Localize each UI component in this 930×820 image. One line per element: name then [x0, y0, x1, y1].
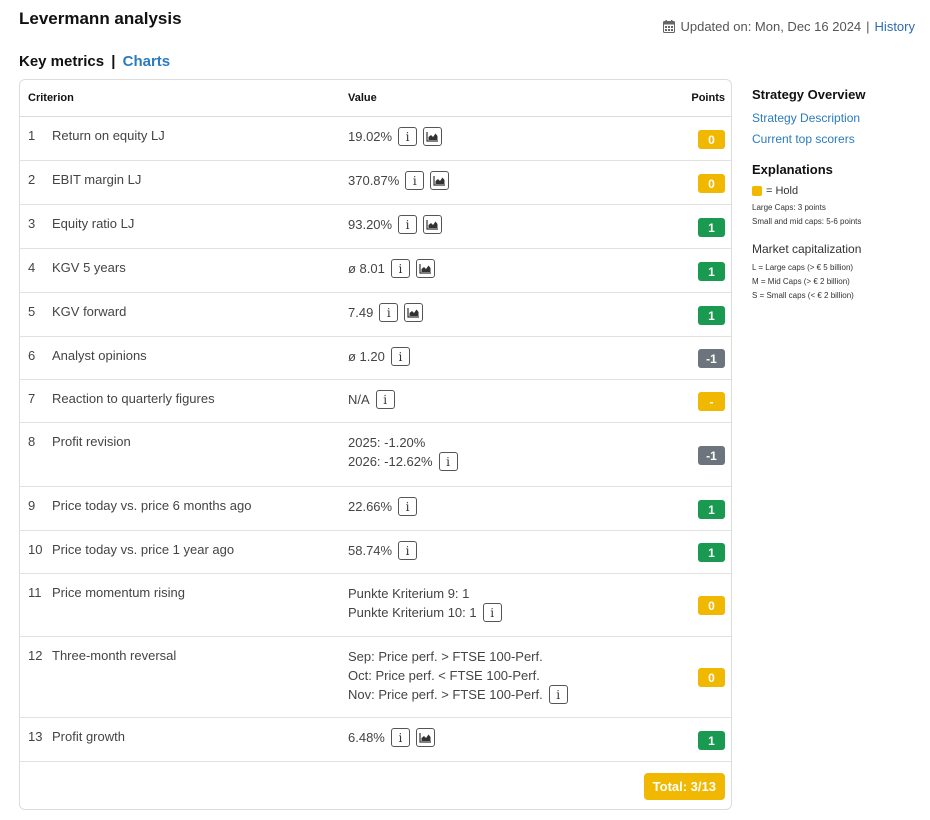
- value-text: 2026: -12.62%: [348, 454, 433, 469]
- table-row: [20, 718, 731, 762]
- value-text: Sep: Price perf. > FTSE 100-Perf.: [348, 649, 543, 664]
- page-title: Levermann analysis: [19, 9, 182, 28]
- value-text: 22.66%: [348, 499, 393, 514]
- criterion-label: Analyst opinions: [52, 348, 147, 363]
- criterion-number: 10: [28, 542, 43, 557]
- area-chart-icon[interactable]: [430, 171, 449, 190]
- criterion-number: 7: [28, 391, 36, 406]
- points-badge: -1: [698, 446, 725, 465]
- value-line: [348, 259, 435, 278]
- table-row: [20, 205, 731, 249]
- criterion-number: 6: [28, 348, 36, 363]
- criterion-number: 12: [28, 648, 43, 663]
- current-top-scorers-link[interactable]: Current top scorers: [752, 132, 855, 146]
- points-badge: 1: [698, 731, 725, 750]
- info-icon[interactable]: i: [405, 171, 424, 190]
- info-icon[interactable]: i: [398, 127, 417, 146]
- table-row: [20, 487, 731, 531]
- value-line: [348, 541, 417, 560]
- value-text: 93.20%: [348, 217, 393, 232]
- points-badge: 0: [698, 596, 725, 615]
- criterion-label: EBIT margin LJ: [52, 172, 142, 187]
- table-row: [20, 637, 731, 718]
- table-row: [20, 337, 731, 380]
- area-chart-icon[interactable]: [416, 259, 435, 278]
- value-line: [348, 433, 458, 452]
- criterion-label: Three-month reversal: [52, 648, 177, 663]
- value-cell: [348, 347, 410, 366]
- value-text: 370.87%: [348, 173, 400, 188]
- points-badge: 0: [698, 130, 725, 149]
- value-text: 19.02%: [348, 129, 393, 144]
- criterion-number: 13: [28, 729, 43, 744]
- value-text: Punkte Kriterium 10: 1: [348, 605, 477, 620]
- value-text: 58.74%: [348, 543, 393, 558]
- criterion-number: 8: [28, 434, 36, 449]
- table-row: [20, 161, 731, 205]
- sidebar: [752, 87, 922, 303]
- value-text: Punkte Kriterium 9: 1: [348, 586, 470, 601]
- value-line: [348, 728, 435, 747]
- calendar-icon: [663, 20, 675, 33]
- value-line: [348, 497, 417, 516]
- value-line: [348, 452, 458, 471]
- area-chart-icon[interactable]: [423, 215, 442, 234]
- value-line: [348, 584, 502, 603]
- area-chart-icon[interactable]: [404, 303, 423, 322]
- criterion-label: Equity ratio LJ: [52, 216, 135, 231]
- points-badge: 1: [698, 218, 725, 237]
- criterion-number: 11: [28, 585, 42, 600]
- explanations-title: Explanations: [752, 162, 833, 177]
- area-chart-icon[interactable]: [416, 728, 435, 747]
- column-points: Points: [691, 92, 725, 104]
- value-line: [348, 647, 568, 666]
- caps-note-small-mid: Small and mid caps: 5-6 points: [752, 217, 862, 226]
- value-line: [348, 303, 423, 322]
- updated-info: [663, 19, 915, 34]
- value-text: 6.48%: [348, 730, 385, 745]
- points-badge: 1: [698, 262, 725, 281]
- value-text: 2025: -1.20%: [348, 435, 426, 450]
- value-cell: [348, 215, 442, 234]
- criterion-label: KGV 5 years: [52, 260, 126, 275]
- info-icon[interactable]: i: [398, 541, 417, 560]
- value-line: [348, 685, 568, 704]
- total-badge: Total: 3/13: [644, 773, 725, 800]
- history-link[interactable]: History: [874, 19, 915, 34]
- table-row: [20, 531, 731, 574]
- points-badge: 0: [698, 668, 725, 687]
- value-text: N/A: [348, 392, 370, 407]
- strategy-description-link[interactable]: Strategy Description: [752, 111, 861, 125]
- value-cell: [348, 303, 423, 322]
- points-badge: 1: [698, 543, 725, 562]
- criterion-label: KGV forward: [52, 304, 127, 319]
- caps-note-large: Large Caps: 3 points: [752, 203, 826, 212]
- table-row: [20, 249, 731, 293]
- strategy-overview-title: Strategy Overview: [752, 87, 866, 102]
- column-value: Value: [348, 92, 377, 104]
- hold-color-swatch: [752, 186, 762, 196]
- value-text: ø 1.20: [348, 349, 385, 364]
- criterion-number: 3: [28, 216, 36, 231]
- info-icon[interactable]: i: [483, 603, 502, 622]
- value-text: 7.49: [348, 305, 374, 320]
- market-cap-mid: M = Mid Caps (> € 2 billion): [752, 277, 850, 286]
- area-chart-icon[interactable]: [423, 127, 442, 146]
- value-cell: [348, 728, 435, 747]
- points-badge: 1: [698, 500, 725, 519]
- market-cap-title: Market capitalization: [752, 242, 862, 256]
- points-badge: 1: [698, 306, 725, 325]
- value-cell: [348, 259, 435, 278]
- value-cell: [348, 433, 458, 471]
- criterion-label: Price momentum rising: [52, 585, 185, 600]
- value-line: [348, 127, 442, 146]
- column-criterion: Criterion: [28, 92, 74, 104]
- value-cell: [348, 390, 395, 409]
- points-badge: -1: [698, 349, 725, 368]
- table-header: [20, 80, 731, 117]
- updated-text: Updated on: Mon, Dec 16 2024: [680, 19, 862, 34]
- points-badge: -: [698, 392, 725, 411]
- tab-separator: |: [111, 53, 116, 70]
- table-row: [20, 423, 731, 487]
- criterion-label: Profit growth: [52, 729, 125, 744]
- market-cap-large: L = Large caps (> € 5 billion): [752, 263, 854, 272]
- value-line: [348, 390, 395, 409]
- tab-charts[interactable]: Charts: [122, 53, 171, 70]
- criterion-number: 4: [28, 260, 36, 275]
- value-cell: [348, 171, 449, 190]
- criterion-label: Price today vs. price 6 months ago: [52, 498, 252, 513]
- criterion-label: Return on equity LJ: [52, 128, 165, 143]
- value-text: Oct: Price perf. < FTSE 100-Perf.: [348, 668, 540, 683]
- table-row: [20, 117, 731, 161]
- value-cell: [348, 127, 442, 146]
- info-icon[interactable]: i: [391, 347, 410, 366]
- criterion-number: 5: [28, 304, 36, 319]
- info-icon[interactable]: i: [398, 215, 417, 234]
- total-row: [20, 762, 731, 810]
- table-row: [20, 293, 731, 337]
- points-badge: 0: [698, 174, 725, 193]
- tab-key-metrics[interactable]: Key metrics: [19, 53, 105, 70]
- info-icon[interactable]: i: [379, 303, 398, 322]
- info-icon[interactable]: i: [391, 259, 410, 278]
- legend-hold: [752, 185, 922, 197]
- criterion-number: 9: [28, 498, 36, 513]
- criterion-number: 1: [28, 128, 36, 143]
- value-cell: [348, 647, 568, 704]
- info-icon[interactable]: i: [549, 685, 568, 704]
- value-text: ø 8.01: [348, 261, 385, 276]
- criterion-label: Reaction to quarterly figures: [52, 391, 215, 406]
- criterion-label: Profit revision: [52, 434, 131, 449]
- value-line: [348, 603, 502, 622]
- value-text: Nov: Price perf. > FTSE 100-Perf.: [348, 687, 543, 702]
- info-icon[interactable]: i: [439, 452, 458, 471]
- market-cap-small: S = Small caps (< € 2 billion): [752, 291, 854, 300]
- value-cell: [348, 541, 417, 560]
- table-row: [20, 574, 731, 637]
- value-line: [348, 215, 442, 234]
- value-line: [348, 347, 410, 366]
- value-cell: [348, 497, 417, 516]
- info-icon[interactable]: i: [376, 390, 395, 409]
- table-row: [20, 380, 731, 423]
- table-body: [20, 117, 731, 762]
- criterion-label: Price today vs. price 1 year ago: [52, 542, 235, 557]
- criterion-number: 2: [28, 172, 36, 187]
- tabs: [19, 53, 170, 70]
- info-icon[interactable]: i: [391, 728, 410, 747]
- value-line: [348, 171, 449, 190]
- info-icon[interactable]: i: [398, 497, 417, 516]
- value-cell: [348, 584, 502, 622]
- updated-separator: |: [866, 19, 870, 34]
- metrics-table: [19, 79, 732, 810]
- value-line: [348, 666, 568, 685]
- legend-hold-label: = Hold: [766, 185, 799, 197]
